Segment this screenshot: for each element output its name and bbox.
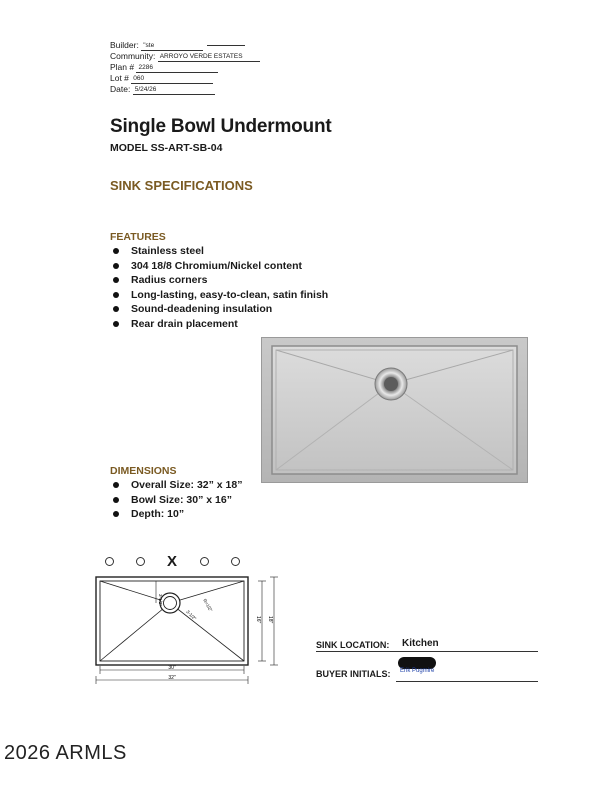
bowl-width-label: 30" <box>168 665 176 671</box>
features-heading: FEATURES <box>110 231 166 243</box>
drain-option-4 <box>200 557 209 566</box>
list-item: Stainless steel <box>111 244 328 259</box>
buyer-initials-text: Erik Pugmire <box>400 668 435 674</box>
date-label: Date: <box>110 84 131 94</box>
builder-label: Builder: <box>110 40 139 50</box>
specifications-heading: SINK SPECIFICATIONS <box>110 178 253 193</box>
date-row <box>110 84 260 95</box>
plan-value: 2286 <box>136 64 218 73</box>
drain-option-3-selected-mark: X <box>167 553 178 570</box>
plan-row <box>110 62 260 73</box>
list-item: Long-lasting, easy-to-clean, satin finish <box>111 288 328 303</box>
product-title: Single Bowl Undermount <box>110 116 332 137</box>
bowl-depth-label: 16" <box>255 616 261 624</box>
dimensions-list <box>111 478 242 522</box>
features-list <box>111 244 328 332</box>
plan-label: Plan # <box>110 62 135 72</box>
sink-location-label: SINK LOCATION: <box>316 640 390 650</box>
builder-value: "ste <box>141 42 203 51</box>
overall-width-label: 32" <box>168 675 176 681</box>
builder-row <box>110 40 260 51</box>
sink-location-line <box>316 651 538 652</box>
sink-technical-diagram <box>90 572 280 686</box>
community-row <box>110 51 260 62</box>
list-item: Overall Size: 32” x 18” <box>111 478 242 493</box>
overall-depth-label: 18" <box>267 616 273 624</box>
drain-option-5 <box>231 557 240 566</box>
radius-label: R=1/2" <box>202 598 214 613</box>
footer-watermark: 2026 ARMLS <box>4 742 127 764</box>
date-value: 5/24/26 <box>133 86 215 95</box>
sink-photo <box>261 337 528 483</box>
list-item: Sound-deadening insulation <box>111 302 328 317</box>
drain-option-2 <box>136 557 145 566</box>
buyer-initials-label: BUYER INITIALS: <box>316 669 391 679</box>
list-item: 304 18/8 Chromium/Nickel content <box>111 259 328 274</box>
lot-row <box>110 73 260 84</box>
community-value: ARROYO VERDE ESTATES <box>158 53 260 62</box>
buyer-initials-line <box>396 681 538 682</box>
model-number: MODEL SS-ART-SB-04 <box>110 142 223 154</box>
lot-value: 060 <box>131 75 213 84</box>
list-item: Bowl Size: 30” x 16” <box>111 493 242 508</box>
lot-label: Lot # <box>110 73 129 83</box>
drain-size-label: 3-1/2" <box>185 609 198 622</box>
list-item: Radius corners <box>111 273 328 288</box>
drain-position-options <box>100 554 250 570</box>
builder-extra-line <box>207 45 245 46</box>
dimensions-heading: DIMENSIONS <box>110 465 177 477</box>
list-item: Depth: 10” <box>111 507 242 522</box>
drain-option-1 <box>105 557 114 566</box>
builder-info-form <box>110 40 260 95</box>
community-label: Community: <box>110 51 156 61</box>
drain-offset-label: 3-1/2" <box>158 594 163 606</box>
list-item: Rear drain placement <box>111 317 328 332</box>
sink-photo-drawing <box>262 338 527 482</box>
sink-location-value: Kitchen <box>402 638 439 649</box>
